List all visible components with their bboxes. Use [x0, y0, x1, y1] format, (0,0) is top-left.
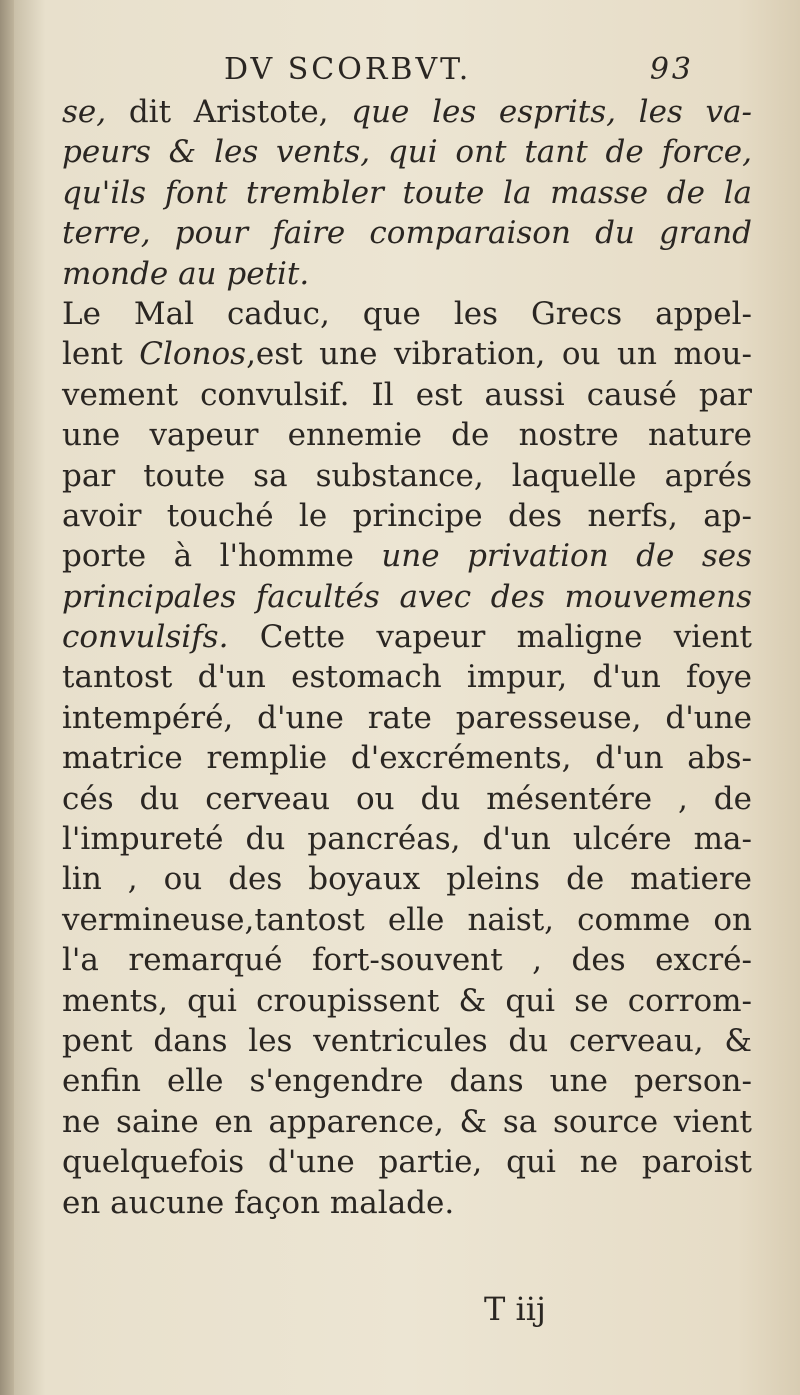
text-line [62, 657, 752, 697]
text-segment: enfin elle s'engendre dans une person- [62, 1063, 752, 1100]
text-segment: l'a remarqué fort-souvent , des excré- [62, 942, 752, 979]
running-title: DV SCORBVT. [224, 52, 472, 87]
text-line [62, 375, 752, 415]
text-line [62, 92, 752, 132]
text-segment: en aucune façon malade. [62, 1184, 455, 1221]
text-segment: vermineuse,tantost elle naist, comme on [62, 901, 752, 938]
text-segment: lent [62, 336, 140, 373]
text-segment: matrice remplie d'excréments, d'un abs- [62, 740, 752, 777]
text-segment: cés du cerveau ou du mésentére , de [62, 780, 752, 817]
text-segment: ne saine en apparence, & sa source vient [62, 1103, 752, 1140]
text-line [62, 496, 752, 536]
italic-text: terre, pour faire comparaison du grand [62, 215, 752, 252]
text-line [62, 294, 752, 334]
book-spine-shadow [0, 0, 14, 1395]
italic-text: principales facultés avec des mouvemens [62, 578, 752, 615]
body-text [62, 92, 752, 1223]
italic-text: se, [62, 94, 129, 130]
page-number: 93 [649, 52, 694, 87]
text-segment: Le Mal caduc, que les Grecs appel- [62, 295, 752, 332]
text-line [62, 213, 752, 253]
text-line [62, 577, 752, 617]
italic-text: une privation de ses [381, 538, 752, 575]
text-segment: pent dans les ventricules du cerveau, & [62, 1022, 752, 1059]
text-line [62, 1183, 752, 1223]
text-line [62, 334, 752, 374]
text-line [62, 698, 752, 738]
text-line [62, 779, 752, 819]
running-header [224, 52, 694, 92]
text-line [62, 456, 752, 496]
text-line [62, 415, 752, 455]
text-line [62, 617, 752, 657]
italic-text: peurs & les vents, qui ont tant de force, [62, 134, 752, 171]
text-segment: Cette vapeur maligne vient [259, 619, 752, 656]
text-line [62, 940, 752, 980]
text-segment: vement convulsif. Il est aussi causé par [62, 376, 752, 413]
text-segment: porte à l'homme [62, 538, 382, 575]
italic-text: convulsifs. [62, 619, 260, 656]
italic-text: qu'ils font trembler toute la masse de la [62, 174, 752, 211]
text-segment: par toute sa substance, laquelle aprés [62, 457, 752, 494]
text-segment: lin , ou des boyaux pleins de matiere [62, 861, 752, 898]
text-line [62, 1061, 752, 1101]
text-segment: l'impureté du pancréas, d'un ulcére ma- [62, 821, 752, 858]
text-line [62, 254, 752, 294]
text-line [62, 1021, 752, 1061]
book-page [14, 0, 800, 1395]
text-segment: ments, qui croupissent & qui se corrom- [62, 982, 752, 1019]
text-line [62, 859, 752, 899]
text-segment: une vapeur ennemie de nostre nature [62, 417, 752, 454]
signature-mark: T iij [484, 1290, 546, 1328]
text-line [62, 819, 752, 859]
text-segment: avoir touché le principe des nerfs, ap- [62, 497, 752, 534]
text-segment: dit Aristote, [128, 94, 352, 130]
text-line [62, 132, 752, 172]
text-line [62, 1142, 752, 1182]
text-line [62, 738, 752, 778]
text-segment: quelquefois d'une partie, qui ne paroist [62, 1144, 752, 1181]
italic-text: monde au petit. [62, 255, 310, 292]
text-line [62, 981, 752, 1021]
text-line [62, 1102, 752, 1142]
text-line [62, 173, 752, 213]
text-segment: intempéré, d'une rate paresseuse, d'une [62, 699, 752, 736]
text-segment: tantost d'un estomach impur, d'un foye [62, 659, 752, 696]
italic-text: Clonos [139, 336, 247, 373]
text-line [62, 536, 752, 576]
text-segment: ,est une vibration, ou un mou- [246, 336, 752, 373]
text-line [62, 900, 752, 940]
italic-text: que les esprits, les va- [351, 94, 752, 130]
